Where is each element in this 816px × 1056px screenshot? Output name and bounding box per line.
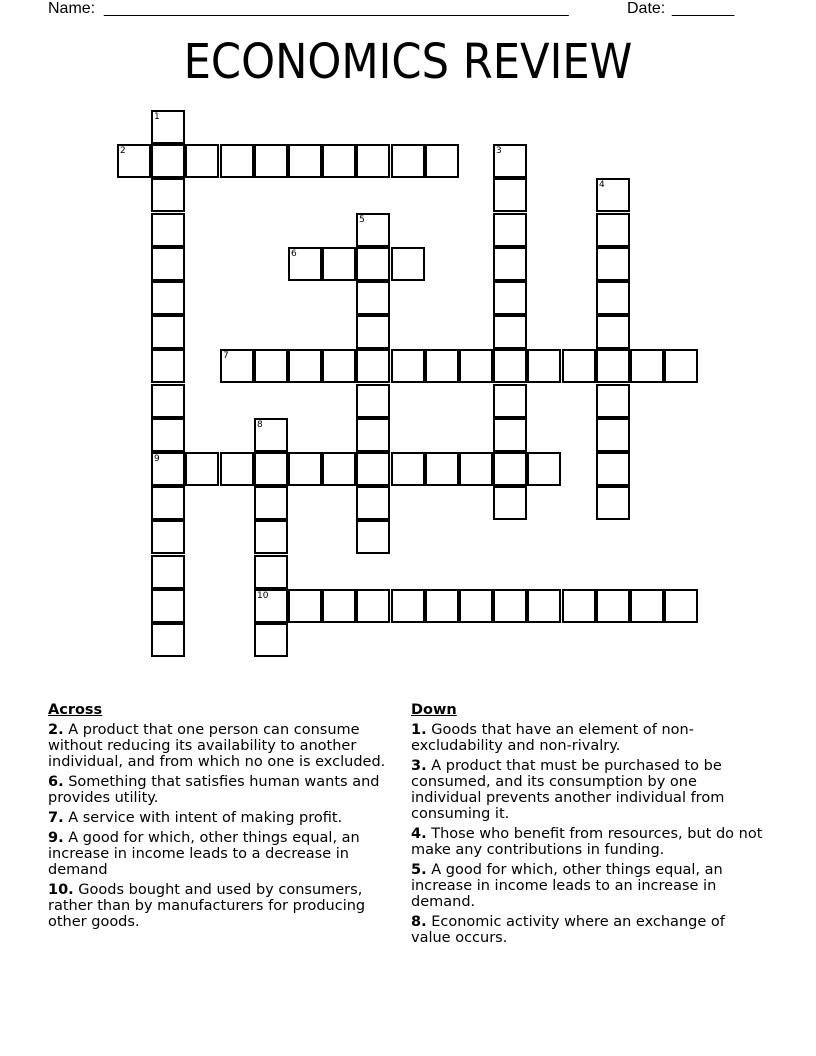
grid-cell[interactable]: [185, 144, 219, 178]
grid-cell[interactable]: [356, 281, 390, 315]
grid-cell[interactable]: [151, 589, 185, 623]
grid-cell[interactable]: [288, 144, 322, 178]
name-label: Name:: [48, 0, 96, 17]
grid-cell[interactable]: [322, 452, 356, 486]
grid-cell[interactable]: [425, 452, 459, 486]
grid-cell[interactable]: [527, 349, 561, 383]
grid-cell[interactable]: [288, 452, 322, 486]
grid-cell[interactable]: [493, 247, 527, 281]
clue-number: 10: [257, 591, 269, 601]
grid-cell[interactable]: [151, 281, 185, 315]
grid-cell[interactable]: [391, 144, 425, 178]
clue-across-2: 2. A product that one person can consume without reducing its availability to another individual, and from which no one is excluded.: [48, 722, 386, 770]
grid-cell[interactable]: [151, 452, 185, 486]
grid-cell[interactable]: [596, 452, 630, 486]
down-heading: Down: [411, 702, 457, 718]
clue-across-10: 10. Goods bought and used by consumers, rather than by manufacturers for producing other goods.: [48, 882, 366, 930]
grid-cell[interactable]: [493, 418, 527, 452]
grid-cell[interactable]: [596, 247, 630, 281]
grid-cell[interactable]: [596, 213, 630, 247]
grid-cell[interactable]: [151, 486, 185, 520]
grid-cell[interactable]: [664, 349, 698, 383]
grid-cell[interactable]: [596, 486, 630, 520]
grid-cell[interactable]: [254, 486, 288, 520]
grid-cell[interactable]: [630, 589, 664, 623]
grid-cell[interactable]: [562, 349, 596, 383]
clue-down-8: 8. Economic activity where an exchange of value occurs.: [411, 914, 725, 946]
grid-cell[interactable]: [151, 247, 185, 281]
grid-cell[interactable]: [185, 452, 219, 486]
clue-number: 4: [599, 180, 605, 190]
grid-cell[interactable]: [596, 178, 630, 212]
clue-number: 6: [291, 249, 297, 259]
grid-cell[interactable]: [151, 213, 185, 247]
grid-cell[interactable]: [151, 418, 185, 452]
name-field[interactable]: ______________________________________________________: [104, 0, 569, 17]
grid-cell[interactable]: [151, 349, 185, 383]
grid-cell[interactable]: [254, 623, 288, 657]
grid-cell[interactable]: [220, 349, 254, 383]
grid-cell[interactable]: [151, 520, 185, 554]
grid-cell[interactable]: [322, 144, 356, 178]
clue-down-4: 4. Those who benefit from resources, but do not make any contributions in funding.: [411, 826, 763, 858]
grid-cell[interactable]: [391, 247, 425, 281]
grid-cell[interactable]: [596, 281, 630, 315]
grid-cell[interactable]: [459, 589, 493, 623]
grid-cell[interactable]: [254, 452, 288, 486]
grid-cell[interactable]: [425, 589, 459, 623]
grid-cell[interactable]: [356, 349, 390, 383]
grid-cell[interactable]: [630, 349, 664, 383]
clue-down-1: 1. Goods that have an element of non-excludability and non-rivalry.: [411, 722, 694, 754]
grid-cell[interactable]: [425, 144, 459, 178]
grid-cell[interactable]: [322, 349, 356, 383]
grid-cell[interactable]: [459, 349, 493, 383]
grid-cell[interactable]: [151, 315, 185, 349]
grid-cell[interactable]: [562, 589, 596, 623]
grid-cell[interactable]: [151, 110, 185, 144]
grid-cell[interactable]: [527, 452, 561, 486]
date-field[interactable]: _______: [672, 0, 735, 17]
grid-cell[interactable]: [356, 418, 390, 452]
grid-cell[interactable]: [356, 315, 390, 349]
grid-cell[interactable]: [220, 144, 254, 178]
grid-cell[interactable]: [356, 452, 390, 486]
grid-cell[interactable]: [493, 384, 527, 418]
grid-cell[interactable]: [459, 452, 493, 486]
grid-cell[interactable]: [493, 589, 527, 623]
across-clues: [48, 702, 400, 934]
clue-number: 3: [496, 146, 502, 156]
grid-cell[interactable]: [493, 349, 527, 383]
clue-number: 2: [120, 146, 126, 156]
grid-cell[interactable]: [493, 178, 527, 212]
grid-cell[interactable]: [493, 213, 527, 247]
clue-across-9: 9. A good for which, other things equal, an increase in income leads to a decrease in demand: [48, 830, 360, 878]
grid-cell[interactable]: [254, 349, 288, 383]
grid-cell[interactable]: [254, 144, 288, 178]
grid-cell[interactable]: [596, 349, 630, 383]
grid-cell[interactable]: [356, 247, 390, 281]
grid-cell[interactable]: [151, 384, 185, 418]
grid-cell[interactable]: [493, 144, 527, 178]
grid-cell[interactable]: [151, 555, 185, 589]
grid-cell[interactable]: [254, 418, 288, 452]
across-heading: Across: [48, 702, 103, 718]
clue-down-3: 3. A product that must be purchased to be consumed, and its consumption by one individual prevents another individual from consuming it.: [411, 758, 725, 822]
grid-cell[interactable]: [117, 144, 151, 178]
grid-cell[interactable]: [254, 589, 288, 623]
grid-cell[interactable]: [220, 452, 254, 486]
clue-number: 9: [154, 454, 160, 464]
grid-cell[interactable]: [322, 247, 356, 281]
grid-cell[interactable]: [596, 315, 630, 349]
grid-cell[interactable]: [151, 178, 185, 212]
down-clues: [411, 702, 763, 950]
clue-down-5: 5. A good for which, other things equal, an increase in income leads to an increase in demand.: [411, 862, 723, 910]
clue-across-7: 7. A service with intent of making profit.: [48, 810, 343, 826]
grid-cell[interactable]: [493, 315, 527, 349]
grid-cell[interactable]: [356, 486, 390, 520]
grid-cell[interactable]: [391, 349, 425, 383]
grid-cell[interactable]: [391, 452, 425, 486]
clue-number: 1: [154, 112, 160, 122]
grid-cell[interactable]: [254, 555, 288, 589]
grid-cell[interactable]: [356, 589, 390, 623]
grid-cell[interactable]: [425, 349, 459, 383]
clue-across-6: 6. Something that satisfies human wants and provides utility.: [48, 774, 380, 806]
grid-cell[interactable]: [288, 349, 322, 383]
grid-cell[interactable]: [356, 520, 390, 554]
grid-cell[interactable]: [356, 213, 390, 247]
grid-cell[interactable]: [527, 589, 561, 623]
date-label: Date:: [627, 0, 666, 17]
grid-cell[interactable]: [493, 281, 527, 315]
grid-cell[interactable]: [356, 384, 390, 418]
grid-cell[interactable]: [596, 384, 630, 418]
grid-cell[interactable]: [322, 589, 356, 623]
grid-cell[interactable]: [493, 486, 527, 520]
grid-cell[interactable]: [151, 144, 185, 178]
clue-number: 5: [359, 215, 365, 225]
grid-cell[interactable]: [288, 247, 322, 281]
grid-cell[interactable]: [596, 589, 630, 623]
clue-number: 8: [257, 420, 263, 430]
grid-cell[interactable]: [596, 418, 630, 452]
grid-cell[interactable]: [493, 452, 527, 486]
page-title: ECONOMICS REVIEW: [183, 34, 633, 90]
clue-number: 7: [223, 351, 229, 361]
grid-cell[interactable]: [391, 589, 425, 623]
grid-cell[interactable]: [664, 589, 698, 623]
grid-cell[interactable]: [254, 520, 288, 554]
grid-cell[interactable]: [288, 589, 322, 623]
grid-cell[interactable]: [356, 144, 390, 178]
grid-cell[interactable]: [151, 623, 185, 657]
